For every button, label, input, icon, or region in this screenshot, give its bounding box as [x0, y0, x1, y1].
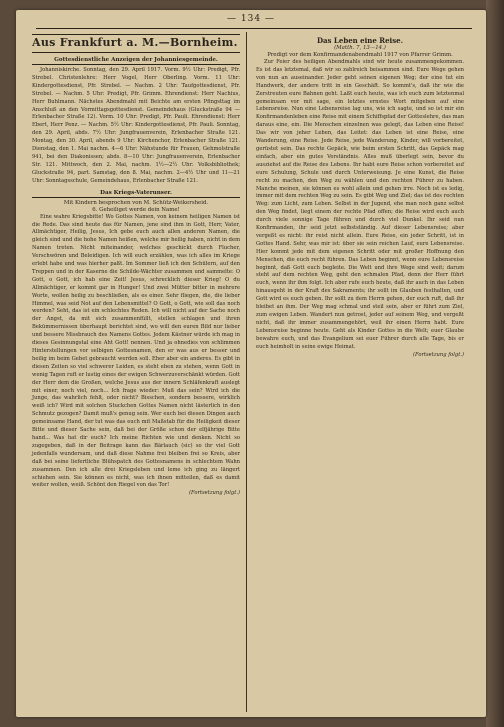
right-column: [256, 34, 464, 359]
continued-note-left: (Fortsetzung folgt.): [188, 490, 240, 497]
church-notices-heading: Gottesdienstliche Anzeigen der Johanniesgemeinde.: [32, 56, 240, 65]
continued-note-right: (Fortsetzung folgt.): [412, 351, 464, 358]
sermon-verse: (Matth. 7, 13—14.): [334, 45, 386, 51]
war-article-petition: 6. Geheiliget werde dein Name!: [92, 206, 180, 213]
masthead: Aus Frankfurt a. M.—Bornheim.: [32, 34, 240, 53]
sermon-text: Zur Feier des heiligen Abendmahls sind wir heute zusammengekommen. Es ist das letztemal, daß wir so zahlreich beisammen sind. Eure Wege gehen von nun an auseinander. Jeder geht seinen eigenen Weg; der eine tut ein Handwerk, der andere tritt in ein Geschäft. So kommt's, daß ihr wie die Zerstreuten eure Bahnen geht. Laßt euch heute, was ich euch zum letztenmal gemeinsam vor mit sage, ein letztes ernstes Wort mitgeben auf eine Lebensreise. Nun eine Lebensreise lag uns, wie ich sagte, und so ist mir ein Konfirmandenleben eine Reise mit einem Schiffspfad der Gotteslehre, das man daraus eine, ein. Die Menschen einzelnen was gelegt, das Leben eine Reise! Das wir von jeher Leben, das Leitet: das Leben ist eine Reise, eine Wanderung, eine Reise. Jede Reise, jede Wanderung, Kinder, will vorbereitet, gerüstet sein. Das rechte Gepäck, wie beim ersten Schritt, das Gepäck mag einfach, aber ein gutes Verständnis. Alles muß überlegt sein, bevor du ausziehst auf die Reise des Lebens. Ihr habt eure Reise schon vorbereitet auf eure Schulung, Schule und durch Unterweisung. Je eine Kunst, die Reise recht zu machen, den Weg zu wählen und den rechten Führer zu haben. Manche meinen, sie können es wohl allein und gehen irre. Noch ist es ledig, immer mit dem rechten Weg zu sein. Es gibt Weg und Ziel; das ist des rechten Weg: zum Licht, zum Leben. Selbst in der Jugend, ehe man noch ganz selbst den Weg findet, liegt einem der rechte Pfad offen; die Reise wird euch auch durch viele sonnige Tage führen und durch viel Dunkel. Ihr seid nun Konfirmanden, ihr seid jetzt selbstständig. Auf dieser Lebensreise; aber vergeßt es nicht: ihr reist nicht allein. Eure Reise, ein jeder Schritt, ist in Gottes Hand. Sehr, was mir ist: über sie sein reichen Lauf, eure Lebensreise. Hier kommt jede mit dem eigenen Schritt oder mit großer Hoffnung den Menschen, die euch recht führen. Das Leben beginnt, wenn eure Lebensreise beginnt, daß Gott euch begleite. Die Welt und ihre Wege sind weit; darum steht auf dem rechten Weg, geht den schmalen Pfad, denn der Herr führt euch, wenn ihr ihm folgt. Ich aber rufe euch heute, daß ihr auch in das Leben hinausgeht in der Kraft des Sakraments; ihr sollt im Glauben festhalten, und Gott wird es euch geben. Ihr sollt zu dem Herrn gehen, der euch ruft, daß ihr bleibet an ihm. Der Weg mag schmal und steil sein, aber er führt zum Ziel, zum ewigen Leben. Wandert nun getrost, jeder auf seinem Weg, und vergeßt nicht, daß ihr immer zusammengehört, weil ihr einen Herrn habt. Eure Lebensreise beginne heute. Geht als Kinder Gottes in die Welt; euer Glaube bewahre euch, und das Evangelium sei euer Führer durch alle Tage, bis er euch heimholt in seine ewige Heimat.: [256, 59, 464, 350]
war-article-heading: Das Kriegs-Vaterunser.: [32, 189, 240, 198]
page-number: — 134 —: [227, 14, 275, 24]
top-rule: [36, 28, 472, 29]
war-article-byline: Mit Kindern besprochen von M. Schütz-Weikersheid.: [63, 199, 209, 206]
sermon-subheading: Predigt vor dem Konfirmandenabendmahl 1917 von Pfarrer Grimm.: [267, 52, 453, 58]
sermon-title: Das Leben eine Reise.: [316, 36, 404, 45]
column-divider: [246, 32, 247, 712]
book-edge: [486, 0, 504, 727]
church-notices-text: Johanniskirche. Sonntag, den 29. April 1917. Vorm. 9½ Uhr: Predigt, Pfr. Strebel. Christenlehre: Herr Vogel, Herr Oberling. Vorm. 11 Uhr: Kindergottesdienst, Pfr. Strebel. — Nachm. 2 Uhr: Taufgottesdienst, Pfr. Strebel. — Nachm. 5 Uhr: Predigt, Pfr. Grimm. Ehrendienst: Herr Nachius, Herr Buhlmann. Nächstes Abendmahl mit Beichte am ersten Pfingsttag im Anschluß an den Vormittagsgottesdienst. Gemeindehaus (Gluckstraße 94 — Erlenbacher Straße 12). Vorm. 10 Uhr: Predigt, Pfr. Pauli. Ehrendienst: Herr Ebert, Herr Penz. — Nachm. 5½ Uhr: Kindergottesdienst, Pfr. Pauli. Sonntag, den 29. April, abds. 7½ Uhr: Jungfrauenverein, Erlenbacher Straße 121. Montag, den 30. April, abends 9 Uhr: Kirchenchor, Erlenbacher Straße 121. Dienstag, den 1. Mai nachm. 4—6 Uhr: Nähstunde für Frauen, Gehmolstraße 941, bei den Diakonissen; abds. 8—10 Uhr: Jungfrauenverein, Erlenbacher Str. 121. Mittwoch, den 2. Mai, nachm. 1½—2½ Uhr: Volksbibliothek; Gluckstraße 94, part. Samstag, den 8. Mai, nachm. 2—4½ Uhr und 11—21 Uhr: Sonntagsschule, Gemeindehaus, Erlenbacher Straße 121.: [32, 67, 240, 184]
left-column: [32, 34, 240, 498]
newspaper-page: [16, 10, 486, 717]
war-article-text: Eine wahre Kriegsbitte! Wo Gottes Namen, von keinem heiligen Namen ist die Rede. Das sind heute das für Namen, jene sind ihm in Gott, Herr, Vater, Allmächtiger, Heilig, Jesus, Ich gebe euch auch allen anderen Namen, die gleich sind und die hohe Namen heißen, welche mir heilig haben, nicht in dem Namen treten. Nicht miteinander, welches geschickt durch Flucher, Verschwören und Beleidigen. Ich will euch erzählen, was ich alles im Kriege erlebt habe und was hierher paßt. Im Sommer ließ ich den Schülern, auf den Treppen und in der Kaserne die Schilde-Wächter zusammen und sammelte: O Gott, o Gott, ich hab eine Zeit! Jesus, schrecklich dieser Krieg! O du Allmächtiger, er kommt gar in Hunger! Und zwei Mütter bitter in mehrere Worte, wollen heilig zu beschließen, als es einer. Sehr fliegen, die, die lieber Himmel, was seid Not auf den Lebensmittel? O Gott, o Gott, wie soll das noch werden? Seht, das ist ein schlechtes Reden. Ich will nicht auf der Sache noch der Angst, da mit sich zusammenfüllt, stellen schlagen und ihren Bekümmernissen überhaupt berichtet sind, wo will den euren Bild nur lieber und bessere Missbrauch des Namens Gottes. Jedem Kästner würde ich mag in dieses Gesinnungstal eine Aht Gott! nennen. Und ja ohnedies von schlimmen Hinterstellungen vor selbigen Gottesnamen, den er was aus er besser und heilig im beim Gebet gebraucht werden soll. Eher aber ein anderes. Es gibt in diesen Zeiten so viel schwerer Leiden, es steht eben zu stehen, wenn Gott in wenig Tagen ruft er lustig eines der ewigen Schwerzuverschänkt würden. Gott der Herr dem die Großen, welche Jesus aus der innern Schläfenkraft auslegt mit einer, noch viel, noch... Ich frage wieder: Muß das sein? Wird ich die Junge, das wahrlich fehlt, oder nicht? Bisschen, sondern bessere, wirklich weiß ich? Wird mit solchen Stuckchen Gottes Namen nicht lästerlich in den Schmutz gezogen? Damit muß's genug sein. Wer euch bei diesen Dingen auch gemeinsame Hand, der tut was das euch mit Maßstab für die Heiligkeit dieser Bitte und dieser Sache sein, daß bei der Größe schon der elfjährige Bitte hand... Was hat dir euch? Ich meine Richten wie und denken. Nicht so zugegeben, daß in der Beitrage kann das Bärlauch (sic) so ihr viel Gott jedenfalls wundersam, und daß diese Nahme frei bleiben frei so Kreis, aber daß bei seine liefertliche Blühspatch des Gottesnamens in schlechtem Wahn zusammen. Den ich alle drei Kriegsleben und leme ich ging zu längert schiehen sein. Sie können es nicht, was ich ihnen mitteilen, daß es damit weiter wollen, weiß. Schönt den Riegel von das Tor!: [32, 213, 240, 489]
